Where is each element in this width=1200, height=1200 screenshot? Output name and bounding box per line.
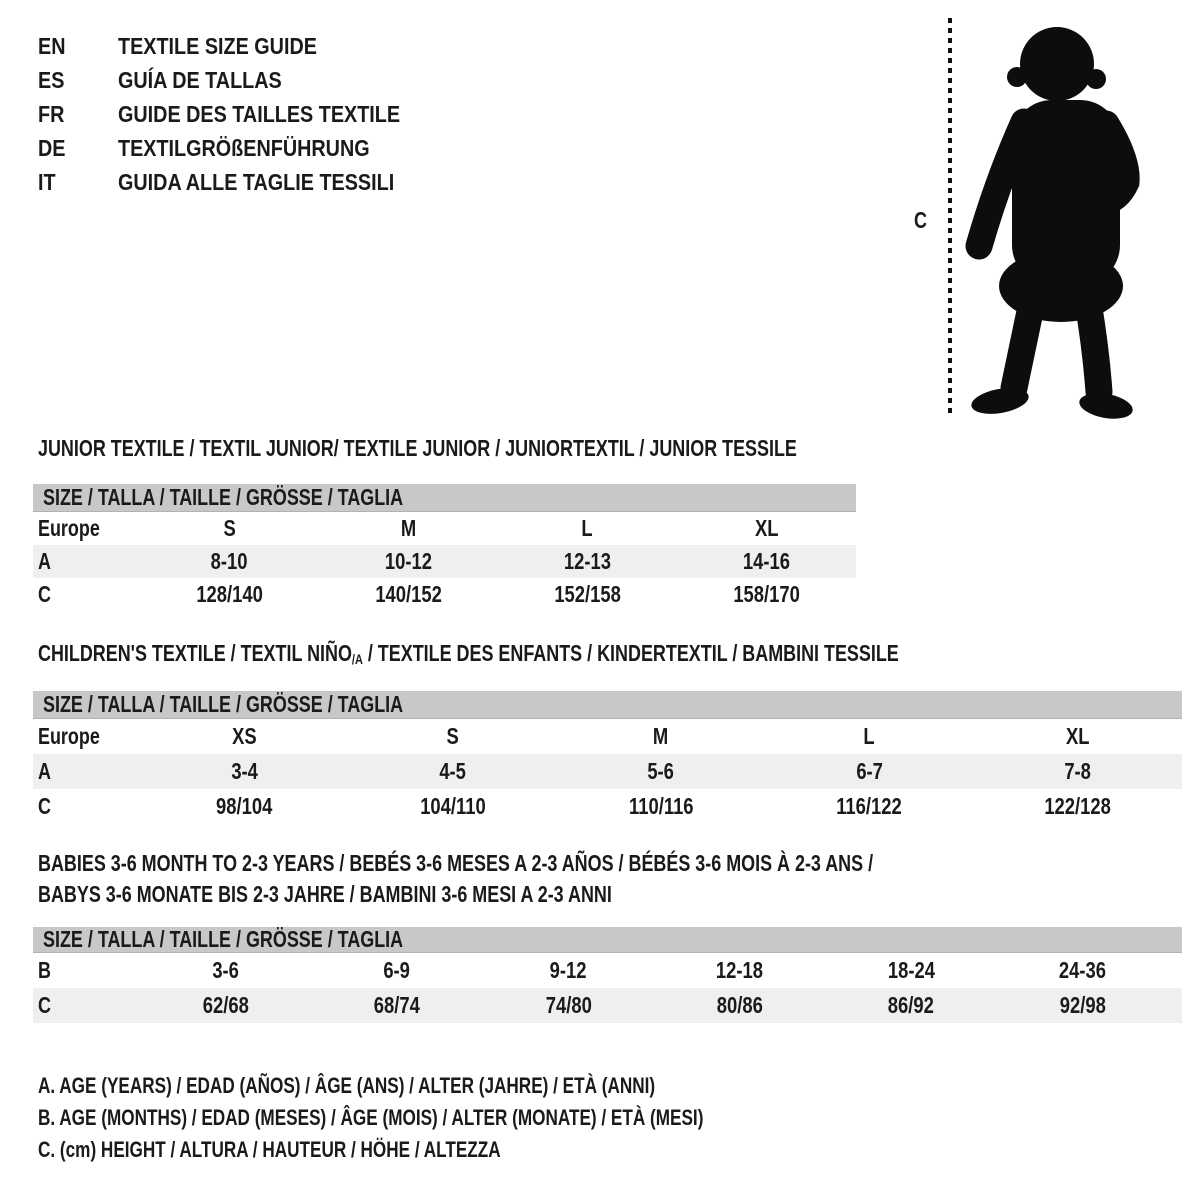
- language-row-it: [38, 165, 446, 199]
- junior-size-table: [33, 484, 856, 611]
- size-header-text: SIZE / TALLA / TAILLE / GRÖSSE / TAGLIA: [43, 484, 404, 510]
- size-cell-text: M: [653, 723, 669, 749]
- size-cell: [483, 992, 654, 1019]
- row-label-text: A: [38, 758, 51, 784]
- size-cell-text: 5-6: [647, 758, 675, 784]
- language-code-text: IT: [38, 168, 56, 195]
- size-cell-text: 116/122: [836, 793, 903, 819]
- children-title-suffix: / TEXTILE DES ENFANTS / KINDERTEXTIL / BAMBINI TESSILE: [362, 640, 899, 666]
- size-cell: [997, 992, 1168, 1019]
- row-label: [33, 581, 140, 608]
- size-cell: [557, 758, 765, 785]
- babies-section-title-line2: [38, 882, 774, 906]
- language-title: GUÍA DE TALLAS: [118, 66, 282, 93]
- language-row-es: [38, 63, 446, 97]
- size-cell-text: 92/98: [1059, 992, 1106, 1018]
- size-cell-text: 24-36: [1058, 957, 1106, 983]
- table-row: [33, 512, 856, 545]
- size-header-band: [33, 927, 1182, 953]
- size-cell: [557, 723, 765, 750]
- size-cell: [825, 957, 996, 984]
- children-title-prefix: CHILDREN'S TEXTILE / TEXTIL NIÑO: [38, 640, 352, 666]
- size-cell: [140, 992, 311, 1019]
- size-cell: [140, 581, 319, 608]
- language-title: TEXTILE SIZE GUIDE: [118, 32, 317, 59]
- size-cell-text: 80/86: [716, 992, 763, 1018]
- size-cell-text: 3-4: [230, 758, 258, 784]
- table-row: [33, 754, 1182, 789]
- language-title: GUIDE DES TAILLES TEXTILE: [118, 100, 401, 127]
- babies-section-title-line1-text: BABIES 3-6 MONTH TO 2-3 YEARS / BEBÉS 3-6 MESES A 2-3 AÑOS / BÉBÉS 3-6 MOIS À 2-3 ANS /: [38, 850, 874, 876]
- language-row-fr: [38, 97, 446, 131]
- legend-line-a-text: A. AGE (YEARS) / EDAD (AÑOS) / ÂGE (ANS) / ALTER (JAHRE) / ETÀ (ANNI): [38, 1073, 656, 1098]
- size-cell-text: 8-10: [211, 548, 248, 574]
- language-list: [38, 29, 446, 199]
- language-code: [38, 135, 118, 162]
- measurement-legend: [38, 1070, 891, 1166]
- row-label: [33, 793, 140, 820]
- row-label: [33, 515, 140, 542]
- babies-size-table: [33, 927, 1182, 1023]
- size-cell-text: 74/80: [545, 992, 592, 1018]
- size-cell-text: S: [446, 723, 459, 749]
- size-cell-text: 14-16: [742, 548, 791, 574]
- language-code-text: DE: [38, 134, 66, 161]
- table-row: [33, 953, 1182, 988]
- size-cell: [677, 515, 856, 542]
- children-section-title-text: [38, 641, 899, 671]
- size-cell: [677, 581, 856, 608]
- size-cell-text: 9-12: [549, 957, 587, 983]
- size-cell-text: 158/170: [733, 581, 800, 607]
- table-row: [33, 545, 856, 578]
- size-cell-text: 152/158: [554, 581, 621, 607]
- size-cell: [557, 793, 765, 820]
- size-cell: [765, 758, 973, 785]
- language-row-en: [38, 29, 446, 63]
- language-code: [38, 169, 118, 196]
- size-cell: [140, 723, 348, 750]
- height-measure-label: [914, 208, 931, 232]
- size-header-band: [33, 484, 856, 512]
- row-label-text: Europe: [38, 723, 100, 749]
- babies-section-title-line1: [38, 851, 1109, 875]
- height-measure-letter: C: [914, 207, 927, 233]
- toddler-silhouette-icon: [960, 10, 1140, 422]
- size-cell: [319, 548, 498, 575]
- size-cell-text: L: [863, 723, 876, 749]
- table-row: [33, 789, 1182, 824]
- size-cell-text: XS: [231, 723, 257, 749]
- size-cell-text: XL: [754, 515, 779, 541]
- language-title: TEXTILGRÖßENFÜHRUNG: [118, 134, 370, 161]
- language-code-text: EN: [38, 32, 66, 59]
- language-row-de: [38, 131, 446, 165]
- size-cell-text: 86/92: [887, 992, 934, 1018]
- size-cell: [974, 758, 1182, 785]
- size-cell: [140, 957, 311, 984]
- language-title: GUIDA ALLE TAGLIE TESSILI: [118, 168, 395, 195]
- babies-section-title-line2-text: BABYS 3-6 MONATE BIS 2-3 JAHRE / BAMBINI 3-6 MESI A 2-3 ANNI: [38, 881, 612, 907]
- size-header-band: [33, 691, 1182, 719]
- row-label-text: Europe: [38, 515, 100, 541]
- legend-line-c: [38, 1134, 891, 1166]
- size-cell: [974, 723, 1182, 750]
- size-cell-text: XL: [1066, 723, 1090, 749]
- size-cell-text: 110/116: [628, 793, 694, 819]
- table-row: [33, 719, 1182, 754]
- size-cell: [997, 957, 1168, 984]
- language-code: [38, 67, 118, 94]
- size-cell: [498, 581, 677, 608]
- size-cell: [319, 515, 498, 542]
- size-cell: [483, 957, 654, 984]
- size-cell: [765, 723, 973, 750]
- children-title-subscript: /A: [351, 651, 363, 667]
- row-label: [33, 957, 140, 984]
- size-cell: [348, 723, 556, 750]
- size-cell-text: 104/110: [419, 793, 486, 819]
- size-cell-text: 98/104: [216, 793, 273, 819]
- size-cell-text: 62/68: [202, 992, 249, 1018]
- row-label: [33, 548, 140, 575]
- size-cell: [319, 581, 498, 608]
- size-cell-text: 10-12: [384, 548, 433, 574]
- size-cell: [498, 548, 677, 575]
- table-row: [33, 578, 856, 611]
- size-cell: [140, 758, 348, 785]
- junior-section-title-text: JUNIOR TEXTILE / TEXTIL JUNIOR/ TEXTILE JUNIOR / JUNIORTEXTIL / JUNIOR TESSILE: [38, 435, 797, 461]
- row-label-text: C: [38, 793, 51, 819]
- size-cell-text: 140/152: [375, 581, 442, 607]
- size-cell-text: 18-24: [887, 957, 935, 983]
- children-size-table: [33, 691, 1182, 824]
- size-cell: [348, 758, 556, 785]
- row-label-text: B: [38, 957, 51, 983]
- size-cell-text: 3-6: [212, 957, 239, 983]
- size-cell: [311, 992, 482, 1019]
- size-cell: [311, 957, 482, 984]
- size-header-text: SIZE / TALLA / TAILLE / GRÖSSE / TAGLIA: [43, 691, 404, 717]
- size-cell: [140, 793, 348, 820]
- size-cell-text: 12-13: [563, 548, 612, 574]
- size-cell: [974, 793, 1182, 820]
- size-cell: [140, 515, 319, 542]
- row-label: [33, 992, 140, 1019]
- size-cell-text: 4-5: [439, 758, 466, 784]
- size-cell: [825, 992, 996, 1019]
- size-cell: [765, 793, 973, 820]
- height-dashed-line: [948, 18, 952, 415]
- size-cell-text: 6-9: [383, 957, 411, 983]
- row-label: [33, 758, 140, 785]
- size-cell-text: 122/128: [1044, 793, 1112, 819]
- size-cell-text: S: [223, 515, 236, 541]
- legend-line-b: [38, 1102, 891, 1134]
- size-cell: [677, 548, 856, 575]
- size-cell-text: 128/140: [196, 581, 263, 607]
- size-cell: [654, 957, 825, 984]
- size-cell-text: 6-7: [856, 758, 883, 784]
- legend-line-a: [38, 1070, 891, 1102]
- language-code: [38, 101, 118, 128]
- row-label-text: C: [38, 992, 51, 1018]
- size-cell-text: M: [400, 515, 417, 541]
- size-cell-text: 7-8: [1064, 758, 1092, 784]
- children-section-title: [38, 641, 1142, 671]
- size-cell-text: 68/74: [373, 992, 421, 1018]
- size-cell-text: 12-18: [716, 957, 764, 983]
- size-cell: [140, 548, 319, 575]
- language-code-text: FR: [38, 100, 65, 127]
- junior-section-title: [38, 436, 1011, 460]
- row-label-text: A: [38, 548, 51, 574]
- language-code: [38, 33, 118, 60]
- size-header-text: SIZE / TALLA / TAILLE / GRÖSSE / TAGLIA: [43, 926, 404, 952]
- legend-line-b-text: B. AGE (MONTHS) / EDAD (MESES) / ÂGE (MOIS) / ALTER (MONATE) / ETÀ (MESI): [38, 1105, 704, 1130]
- language-code-text: ES: [38, 66, 65, 93]
- legend-line-c-text: C. (cm) HEIGHT / ALTURA / HAUTEUR / HÖHE / ALTEZZA: [38, 1137, 501, 1162]
- row-label: [33, 723, 140, 750]
- table-row: [33, 988, 1182, 1023]
- size-cell-text: L: [581, 515, 594, 541]
- row-label-text: C: [38, 581, 51, 607]
- size-cell: [348, 793, 556, 820]
- size-cell: [498, 515, 677, 542]
- size-cell: [654, 992, 825, 1019]
